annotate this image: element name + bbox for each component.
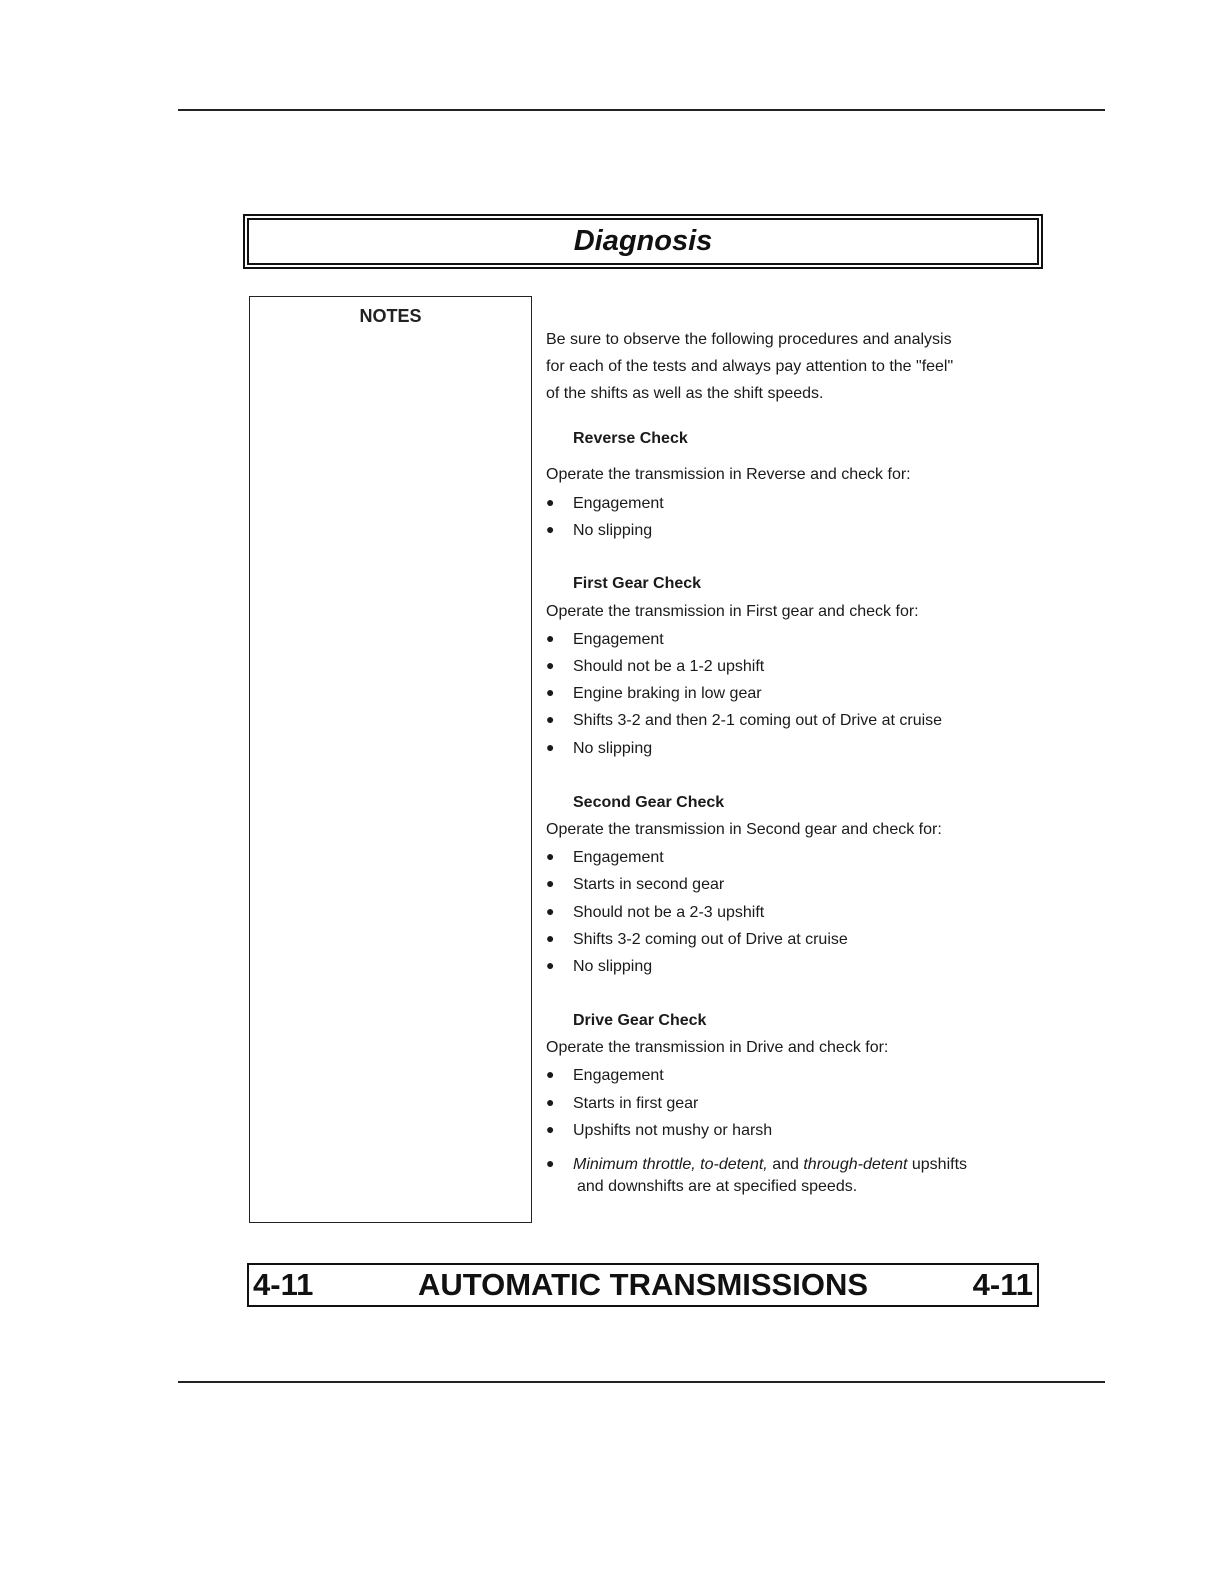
list-item: ● Upshifts not mushy or harsh	[546, 1121, 773, 1139]
list-item-continuation: and downshifts are at specified speeds.	[577, 1178, 858, 1195]
list-item: ● Engagement	[546, 848, 664, 866]
list-item: ● Engagement	[546, 494, 664, 512]
intro-line: of the shifts as well as the shift speeds.	[546, 385, 824, 402]
list-item: ● Should not be a 2-3 upshift	[546, 903, 765, 921]
list-item: ● Starts in second gear	[546, 875, 725, 893]
bullet-icon: ●	[546, 1155, 555, 1171]
bullet-icon: ●	[546, 848, 555, 864]
notes-column	[249, 296, 532, 1223]
notes-label: NOTES	[359, 306, 422, 326]
bullet-icon: ●	[546, 957, 555, 973]
first-gear-check-heading: First Gear Check	[573, 575, 702, 592]
intro-line: for each of the tests and always pay attention to the "feel"	[546, 358, 954, 375]
bullet-icon: ●	[546, 521, 555, 537]
intro-line: Be sure to observe the following procedures and analysis	[546, 331, 952, 348]
page-number-left: 4-11	[253, 1267, 314, 1302]
bullet-icon: ●	[546, 739, 555, 755]
list-item: ● Engine braking in low gear	[546, 684, 762, 702]
bullet-icon: ●	[546, 1094, 555, 1110]
intro-paragraph	[546, 326, 953, 407]
section-name: AUTOMATIC TRANSMISSIONS	[417, 1267, 869, 1302]
list-item: ● No slipping	[546, 957, 653, 975]
bullet-icon: ●	[546, 494, 555, 510]
list-item: ● Should not be a 1-2 upshift	[546, 657, 765, 675]
page-number-right: 4-11	[972, 1267, 1033, 1302]
list-item: ● Engagement	[546, 1066, 664, 1084]
bullet-icon: ●	[546, 711, 555, 727]
bullet-icon: ●	[546, 903, 555, 919]
drive-gear-check-lead: Operate the transmission in Drive and check for:	[546, 1039, 889, 1056]
list-item: ● Starts in first gear	[546, 1094, 699, 1112]
bullet-icon: ●	[546, 1066, 555, 1082]
bullet-icon: ●	[546, 630, 555, 646]
bottom-rule	[178, 1381, 1105, 1383]
section-title-box	[243, 214, 1043, 269]
bullet-icon: ●	[546, 875, 555, 891]
list-item: ● Shifts 3-2 and then 2-1 coming out of Drive at cruise	[546, 711, 943, 729]
bullet-icon: ●	[546, 1121, 555, 1137]
reverse-check-lead: Operate the transmission in Reverse and check for:	[546, 466, 911, 483]
bullet-icon: ●	[546, 930, 555, 946]
second-gear-check-lead: Operate the transmission in Second gear and check for:	[546, 821, 942, 838]
bullet-icon: ●	[546, 657, 555, 673]
bullet-icon: ●	[546, 684, 555, 700]
second-gear-check-heading: Second Gear Check	[573, 794, 725, 811]
first-gear-check-lead: Operate the transmission in First gear and check for:	[546, 603, 919, 620]
drive-gear-check-heading: Drive Gear Check	[573, 1012, 707, 1029]
list-item: ● No slipping	[546, 739, 653, 757]
list-item: ● Engagement	[546, 630, 664, 648]
page-footer	[247, 1263, 1039, 1307]
section-title: Diagnosis	[247, 218, 1039, 265]
list-item: ● No slipping	[546, 521, 653, 539]
reverse-check-heading: Reverse Check	[573, 430, 688, 447]
list-item: ● Shifts 3-2 coming out of Drive at cruise	[546, 930, 848, 948]
top-rule	[178, 109, 1105, 111]
list-item: ● Minimum throttle, to-detent, and through-detent upshifts and downshifts are at specified speeds.	[546, 1152, 967, 1198]
